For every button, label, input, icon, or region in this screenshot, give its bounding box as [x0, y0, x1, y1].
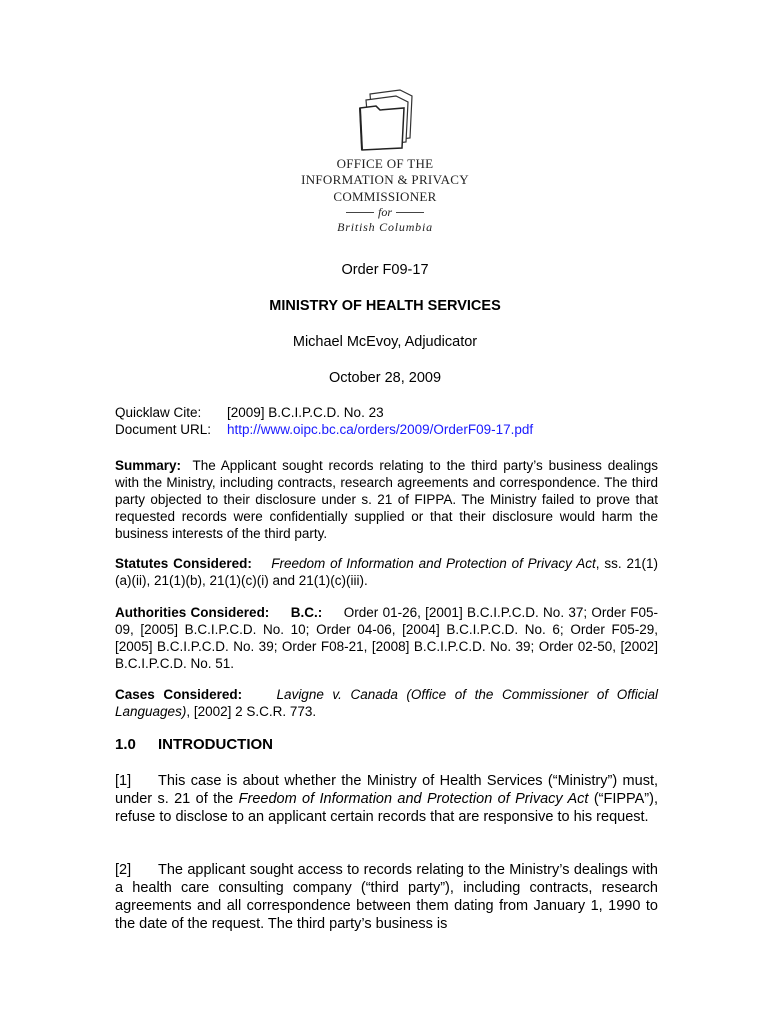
paragraph-1 [115, 772, 658, 826]
logo-bc-line: British Columbia [337, 219, 433, 234]
paragraph-text: This case is about whether the Ministry of Health Services (“Ministry”) must, under s. 21 of the [115, 773, 658, 807]
url-link[interactable]: http://www.oipc.bc.ca/orders/2009/OrderF09-17.pdf [227, 422, 534, 437]
order-date: October 28, 2009 [328, 370, 442, 386]
authorities-label: Authorities Considered: [115, 605, 270, 620]
statutes-text: , ss. 21(1)(a)(ii), 21(1)(b), 21(1)(c)(i) and 21(1)(c)(iii). [115, 556, 658, 588]
summary-text: The Applicant sought records relating to the third party’s business dealings with the Ministry, including contracts, research agreements and correspondence. The third party objected to their disclosure under s. 21 of FIPPA. The Ministry failed to prove that requested records were confidentially supplied or that their disclosure would harm the business interests of the third party. [115, 458, 658, 541]
oipc-logo [290, 86, 480, 235]
cite-value: [2009] B.C.I.P.C.D. No. 23 [227, 405, 384, 420]
paragraph-2 [115, 861, 658, 933]
logo-commissioner-line: COMMISSIONER [333, 188, 437, 204]
summary-paragraph [115, 457, 658, 542]
paragraph-number: [2] [115, 862, 132, 878]
cases-text: , [2002] 2 S.C.R. 773. [186, 704, 317, 719]
logo-information-line: INFORMATION & PRIVACY [301, 172, 469, 188]
summary-label: Summary: [115, 458, 182, 473]
paragraph-number: [1] [115, 773, 132, 789]
cases-label: Cases Considered: [115, 687, 243, 702]
ministry-title: MINISTRY OF HEALTH SERVICES [269, 298, 501, 314]
document-url [115, 422, 533, 437]
adjudicator-name: Michael McEvoy, Adjudicator [292, 334, 478, 350]
logo-for-line [290, 205, 480, 220]
statutes-act: Freedom of Information and Protection of Privacy Act [271, 556, 596, 571]
authorities-paragraph [115, 604, 658, 672]
authorities-text: Order 01-26, [2001] B.C.I.P.C.D. No. 37; Order F05-09, [2005] B.C.I.P.C.D. No. 10; Order 04-06, [2004] B.C.I.P.C.D. No. 6; Order F05-29, [2005] B.C.I.P.C.D. No. 39; Order F08-21, [2008] B.C.I.P.C.D. No. 39; Order 02-50, [2002] B.C.I.P.C.D. No. 51. [115, 605, 658, 671]
section-heading [115, 736, 273, 753]
section-title: INTRODUCTION [158, 736, 273, 753]
section-number: 1.0 [115, 736, 136, 753]
logo-office-line: OFFICE OF THE [336, 156, 434, 171]
cases-name: Lavigne v. Canada (Office of the Commissioner of Official Languages) [115, 687, 658, 719]
paragraph-act: Freedom of Information and Protection of Privacy Act [238, 791, 589, 807]
cite-label: Quicklaw Cite: [115, 405, 202, 420]
quicklaw-cite [115, 405, 384, 420]
authorities-jurisdiction: B.C.: [290, 605, 323, 620]
url-label: Document URL: [115, 422, 212, 437]
folder-stack-icon [350, 86, 420, 152]
paragraph-text: The applicant sought access to records relating to the Ministry’s dealings with a health care consulting company (“third party”), including contracts, research agreements and all correspondence between them dating from January 1, 1990 to the date of the request. The third party’s business is [115, 862, 658, 932]
statutes-label: Statutes Considered: [115, 556, 252, 571]
cases-paragraph [115, 686, 658, 720]
statutes-paragraph [115, 555, 658, 589]
paragraph-text-end: (“FIPPA”), refuse to disclose to an applicant certain records that are responsive to his request. [115, 791, 658, 825]
order-number: Order F09-17 [341, 262, 429, 278]
logo-for-word: for [377, 204, 392, 219]
